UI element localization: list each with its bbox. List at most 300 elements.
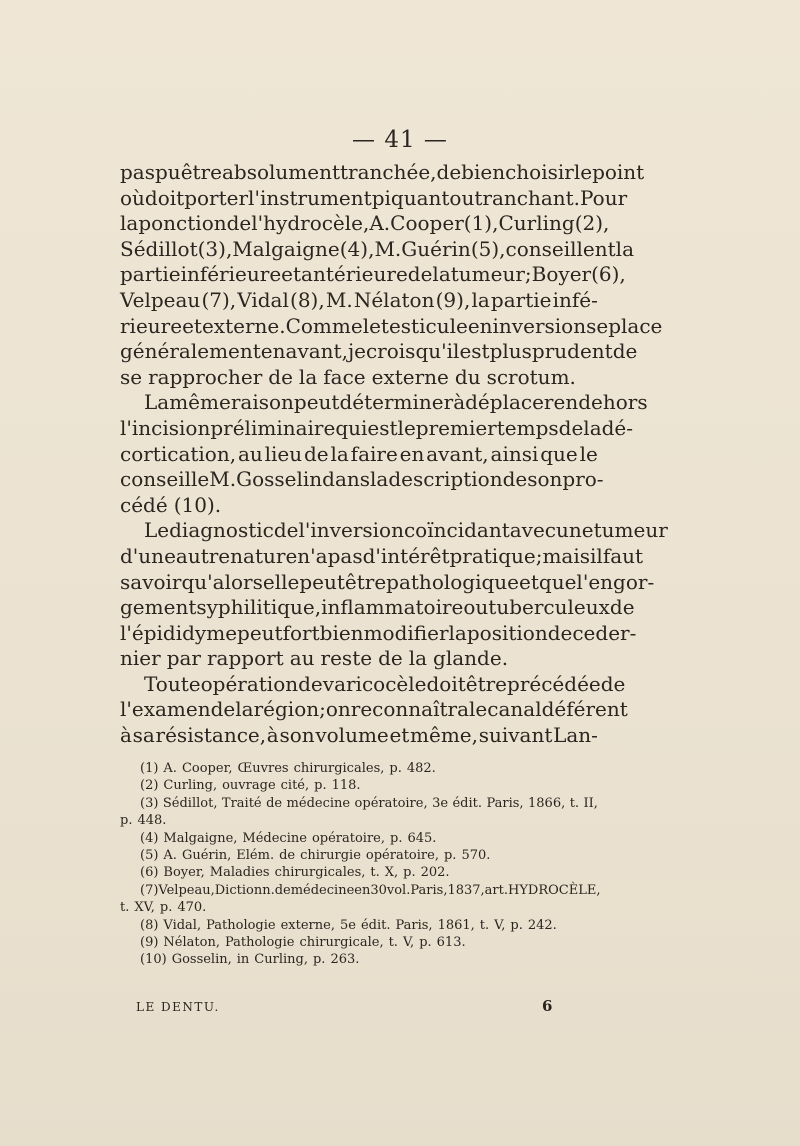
word: bien [461,160,506,184]
word: Traité [221,795,262,811]
word: à [120,723,132,748]
word: de [274,882,291,898]
word: modifier [363,620,449,645]
word: il [590,543,603,568]
word: (8), [290,287,325,312]
word: on [325,697,351,722]
word: par [166,646,201,671]
word: de [600,671,626,696]
word: temps [496,415,559,440]
word: édit. [452,795,483,811]
word: doit [144,185,185,210]
word: p. [443,847,457,863]
word: Paris, [395,917,433,933]
word: chirurgicale, [299,934,384,950]
word: (4) [140,830,159,846]
word: dans [322,467,371,492]
body-text [120,160,668,749]
word: porter [184,185,249,210]
word: volume [315,723,389,748]
word: préliminaire [210,415,336,440]
word: de [407,262,433,287]
word: pathologique [386,569,520,594]
word: 1866, [528,795,566,811]
word: p. [403,865,416,881]
word: tranchant. [474,185,581,210]
word: coïncidant [403,518,510,543]
footnote [120,951,598,968]
word: déférent [541,697,628,722]
word: (6), [591,262,626,287]
word: doit [426,671,466,696]
word: 3e [432,795,449,811]
word: l'engor- [576,569,655,594]
word: Paris, [486,795,524,811]
word: que [538,569,577,594]
word: V, [494,917,506,933]
word: (10). [173,492,222,517]
footnote [120,777,598,794]
word: syphilitique, [196,595,322,620]
word: mais [542,543,591,568]
word: le [573,160,593,184]
word: rapprocher [148,364,263,389]
word: l'instrument [248,185,372,210]
word: rieure [120,313,183,338]
word: bien [319,620,364,645]
footnote [120,847,598,864]
word: Médecine [242,830,307,846]
word: son [527,467,563,492]
word: se [120,364,143,389]
word: d'intérêt [362,543,450,568]
text-line [120,236,634,263]
word: externe, [280,917,335,933]
word: Vidal, [163,917,202,933]
word: pas [327,543,363,568]
footnote [120,917,598,934]
word: La [144,390,170,415]
word: 470. [177,900,207,916]
word: est [459,339,490,364]
word: la [120,211,139,236]
word: elle [262,569,300,594]
word: p. [314,778,327,794]
word: p. [312,952,326,968]
word: (4), [339,236,375,261]
word: suivant [478,723,553,748]
word: Boyer, [163,865,205,881]
text-line [120,415,634,442]
text-line [120,262,626,288]
word: Toute [144,671,201,696]
printer-signature: LE DENTU. [136,1000,220,1014]
word: le [362,313,381,338]
word: la [330,441,349,466]
word: Boyer [531,262,592,287]
word: HYDROCÈLE, [508,882,601,898]
word: 118. [331,778,361,794]
word: 242. [527,917,557,933]
word: Sédillot [120,236,198,261]
word: la [432,262,451,287]
word: pro- [562,467,604,492]
word: même [169,390,231,415]
word: opération [200,671,299,696]
word: Vidal [237,287,289,312]
word: fort [282,620,320,645]
word: t. [569,795,580,811]
word: absolument [221,160,340,184]
word: autre [175,543,231,568]
word: Œuvres [237,761,289,776]
word: de [273,518,299,543]
word: p. [159,900,173,916]
word: Cooper, [181,761,233,776]
word: médecine [290,882,355,898]
word: varicocèle [322,671,427,696]
word: piquant [371,185,450,210]
page-number: — 41 — [352,127,448,153]
word: inférieure [180,262,282,287]
word: V, [402,934,415,950]
word: faut [602,543,644,568]
word: la [370,467,389,492]
word: précédée [507,671,601,696]
word: la [615,236,634,261]
text-line [120,518,668,544]
text-line [120,723,598,749]
word: (2), [574,211,610,236]
word: Elém. [236,847,275,863]
text-line [120,467,604,493]
word: région; [253,697,326,722]
word: (10) [140,952,167,968]
word: (2) [140,778,159,794]
word: A. [163,761,177,776]
word: (3) [140,795,159,811]
word: (7), [201,287,237,312]
footnotes [120,760,601,969]
word: p. [120,813,133,829]
word: se [586,313,609,338]
text-line [120,390,648,416]
word: gement [120,595,197,620]
text-line [120,595,635,621]
word: (1) [140,761,159,776]
word: Gosselin, [171,952,232,968]
word: tuberculeux [488,595,610,620]
word: inflammatoire [321,595,464,620]
word: Maladies [209,865,270,881]
word: face [323,364,366,389]
text-line [120,160,645,186]
word: cédé [120,492,168,517]
word: de [266,795,283,811]
word: l'incision [120,415,211,440]
word: conseille [120,467,210,492]
word: A. [163,847,177,863]
word: premier [415,415,497,440]
word: Nélaton [353,287,435,312]
word: partie [490,287,552,312]
word: 482. [406,761,436,776]
word: Curling, [254,952,308,968]
word: le [397,415,416,440]
word: de [303,441,329,466]
footnote [120,795,598,812]
word: raison [230,390,294,415]
word: (7) [140,882,159,898]
word: au [237,441,263,466]
word: ou [449,185,475,210]
word: (8) [140,917,159,933]
word: diagnostic [169,518,274,543]
word: être [465,671,508,696]
word: qu'il [415,339,460,364]
word: lieu [264,441,303,466]
word: 5e [339,917,356,933]
word: de [279,847,296,863]
word: Curling, [163,778,218,794]
word: M. [325,287,353,312]
word: 1861, [437,917,475,933]
word: glande. [433,646,509,671]
word: (1), [463,211,499,236]
word: scrotum. [486,364,576,389]
word: de [612,339,638,364]
word: conseillent [505,236,616,261]
word: Velpeau, [158,882,215,898]
word: le [469,697,488,722]
footnote [120,882,601,899]
word: peut [237,620,283,645]
word: crois [365,339,416,364]
text-line [120,185,628,212]
word: ponction [138,211,227,236]
text-line [120,493,598,519]
text-line [120,442,598,468]
text-line [120,646,598,672]
word: antérieure [301,262,408,287]
word: t. [120,900,130,916]
word: la [408,646,428,671]
word: n'a [297,543,328,568]
word: de [378,646,403,671]
word: externe [371,364,449,389]
word: reste [320,646,373,671]
text-line [120,288,598,314]
word: résistance, [155,723,267,748]
word: que [540,441,578,466]
word: et [519,569,539,594]
word: au [289,646,315,671]
word: 448. [137,813,167,829]
word: rapport [206,646,284,671]
word: M. [209,467,237,492]
word: 613. [436,934,466,950]
word: en [354,882,371,898]
word: (3), [197,236,233,261]
text-line [120,313,663,340]
word: (9) [140,934,159,950]
word: de [436,160,462,184]
word: Velpeau [120,287,201,312]
word: et [182,313,202,338]
word: X, [384,865,399,881]
word: même, [410,723,478,748]
text-line [120,671,626,698]
word: généralement [120,339,261,364]
word: opératoire, [311,830,385,846]
word: description [388,467,503,492]
word: cité, [280,778,310,794]
word: Malgaigne, [163,830,238,846]
word: être [180,160,222,184]
sheet-number: 6 [542,997,553,1015]
word: p. [419,934,432,950]
text-line [120,543,644,570]
footnote [120,812,598,829]
word: la [235,697,254,722]
word: de [210,697,236,722]
word: M. [374,236,402,261]
word: son [279,723,315,748]
word: édit. [360,917,391,933]
word: de [547,620,573,645]
word: Le [144,518,170,543]
word: ou [463,595,489,620]
word: Malgaigne [232,236,340,261]
word: opératoire, [365,847,439,863]
word: Sédillot, [162,795,218,811]
word: d'une [120,543,176,568]
word: à [266,723,279,748]
word: p. [389,761,402,776]
word: l'épididyme [120,620,238,645]
word: l'inversion [298,518,404,543]
word: et [281,262,302,287]
word: l'hydrocèle, [251,211,370,236]
word: l'examen [120,697,211,722]
word: A. [369,211,391,236]
word: inversion [492,313,587,338]
word: en [399,441,425,466]
word: la [448,620,467,645]
word: art. [484,882,508,898]
word: ce [572,620,596,645]
word: le [579,441,598,466]
word: Guérin, [181,847,232,863]
word: 645. [407,830,437,846]
text-line [120,620,637,647]
word: 263. [330,952,360,968]
word: en [467,313,493,338]
word: point [592,160,645,184]
word: cortication, [120,441,237,466]
word: Lan- [553,723,598,748]
word: Nélaton, [163,934,220,950]
word: nature [230,543,298,568]
word: de [609,595,635,620]
word: en [553,390,579,415]
word: II, [583,795,598,811]
word: Pathologie [224,934,295,950]
word: p. [510,917,523,933]
footnote [120,830,598,847]
word: Gosselin [236,467,323,492]
word: Cooper [390,211,464,236]
word: Guérin [401,236,471,261]
word: chirurgie [300,847,361,863]
word: la [298,364,318,389]
text-line [120,365,598,391]
word: partie [120,262,181,287]
word: place [608,313,663,338]
word: XV, [134,900,155,916]
word: de [298,671,323,696]
word: en [260,339,286,364]
word: testicule [380,313,468,338]
word: t. [388,934,398,950]
word: déplacer [465,390,554,415]
word: de [558,415,584,440]
word: tumeur; [450,262,532,287]
word: je [347,339,366,364]
word: 570. [461,847,491,863]
word: à [453,390,466,415]
word: chirurgicales, [293,761,385,776]
word: avant, [426,441,489,466]
word: Pour [580,185,628,210]
word: t. [370,865,380,881]
word: nier [120,646,161,671]
word: une [556,518,594,543]
word: être [344,569,387,594]
word: tranchée, [340,160,437,184]
word: chirurgicales, [274,865,366,881]
footnote [120,760,598,777]
word: Pathologie [206,917,276,933]
word: p. [390,830,403,846]
word: de [502,467,528,492]
word: externe. [201,313,286,338]
word: in [236,952,250,968]
word: (9), [435,287,471,312]
word: 202. [420,865,450,881]
word: pratique; [449,543,543,568]
word: médecine [286,795,351,811]
word: der- [595,620,637,645]
word: ainsi [490,441,539,466]
footnote [120,899,598,916]
footnote [120,934,598,951]
word: ouvrage [222,778,276,794]
word: avec [509,518,556,543]
word: tumeur [593,518,668,543]
word: de [268,364,293,389]
word: sa [132,723,155,748]
word: savoir [120,569,182,594]
word: reconnaîtra [350,697,470,722]
word: Comme [285,313,363,338]
word: est [367,415,398,440]
word: et [389,723,410,748]
word: (6) [140,865,159,881]
word: peut [299,569,345,594]
word: pas [120,160,155,184]
word: dé- [601,415,634,440]
